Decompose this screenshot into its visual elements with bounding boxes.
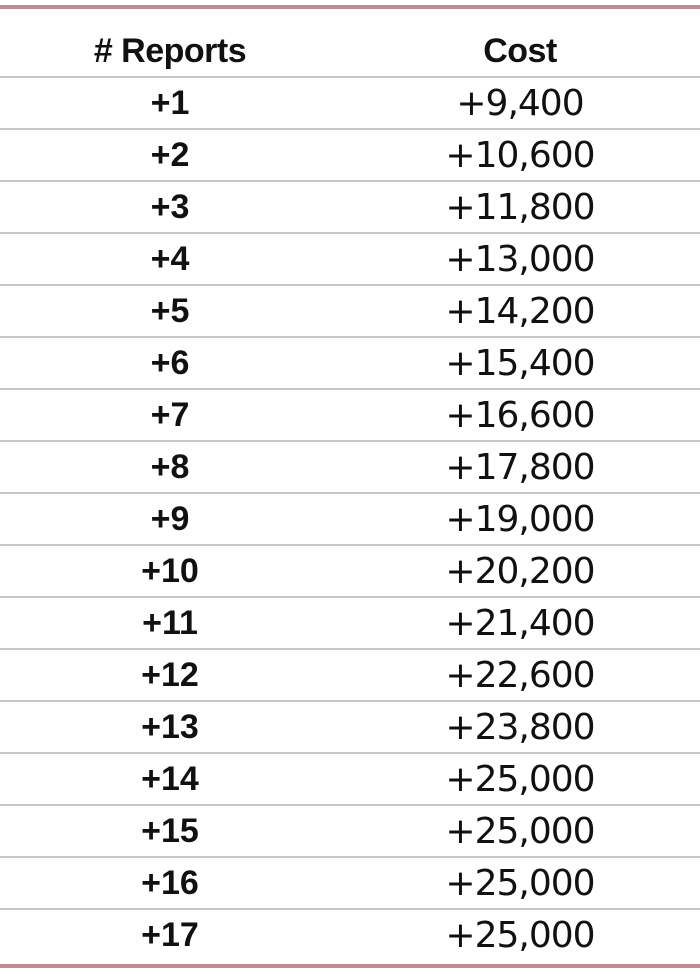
- cost-cell: +21,400: [340, 597, 700, 649]
- reports-cell: +1: [0, 77, 340, 129]
- table-row: [0, 129, 700, 181]
- cost-column-header: Cost: [340, 26, 700, 77]
- cost-cell: +9,400: [340, 77, 700, 129]
- table-body: [0, 77, 700, 960]
- table-row: [0, 493, 700, 545]
- table-row: [0, 857, 700, 909]
- table-row: [0, 77, 700, 129]
- table-row: [0, 701, 700, 753]
- cost-cell: +11,800: [340, 181, 700, 233]
- cost-cell: +25,000: [340, 857, 700, 909]
- reports-cell: +9: [0, 493, 340, 545]
- reports-cell: +2: [0, 129, 340, 181]
- table-row: [0, 181, 700, 233]
- cost-cell: +23,800: [340, 701, 700, 753]
- table-row: [0, 389, 700, 441]
- table-row: [0, 649, 700, 701]
- reports-cell: +7: [0, 389, 340, 441]
- cost-cell: +22,600: [340, 649, 700, 701]
- reports-cell: +8: [0, 441, 340, 493]
- reports-cell: +12: [0, 649, 340, 701]
- table-row: [0, 753, 700, 805]
- cost-cell: +13,000: [340, 233, 700, 285]
- cost-cell: +14,200: [340, 285, 700, 337]
- reports-cell: +5: [0, 285, 340, 337]
- table-row: [0, 909, 700, 960]
- reports-cell: +4: [0, 233, 340, 285]
- bottom-accent-rule: [0, 964, 700, 968]
- cost-cell: +25,000: [445, 914, 595, 956]
- table-row: [0, 337, 700, 389]
- table-row: [0, 805, 700, 857]
- reports-cell: +6: [0, 337, 340, 389]
- reports-cell: +13: [0, 701, 340, 753]
- table-row: [0, 285, 700, 337]
- table-row: [0, 545, 700, 597]
- reports-cell: +14: [0, 753, 340, 805]
- cost-cell: +20,200: [340, 545, 700, 597]
- table-header-row: [0, 26, 700, 77]
- reports-cell: +11: [0, 597, 340, 649]
- cost-cell: +17,800: [340, 441, 700, 493]
- reports-cell: +17: [141, 915, 199, 954]
- reports-cell: +10: [0, 545, 340, 597]
- cost-cell: +16,600: [340, 389, 700, 441]
- cost-cell: +15,400: [340, 337, 700, 389]
- cost-cell: +25,000: [340, 753, 700, 805]
- top-accent-rule: [0, 5, 700, 9]
- reports-cell: +16: [0, 857, 340, 909]
- reports-cell: +15: [0, 805, 340, 857]
- cost-cell: +25,000: [340, 805, 700, 857]
- reports-cell: +3: [0, 181, 340, 233]
- report-cost-table: [0, 26, 700, 960]
- cost-cell: +10,600: [340, 129, 700, 181]
- reports-column-header: # Reports: [0, 26, 340, 77]
- table-row: [0, 597, 700, 649]
- cost-cell: +19,000: [340, 493, 700, 545]
- table-row: [0, 233, 700, 285]
- table-row: [0, 441, 700, 493]
